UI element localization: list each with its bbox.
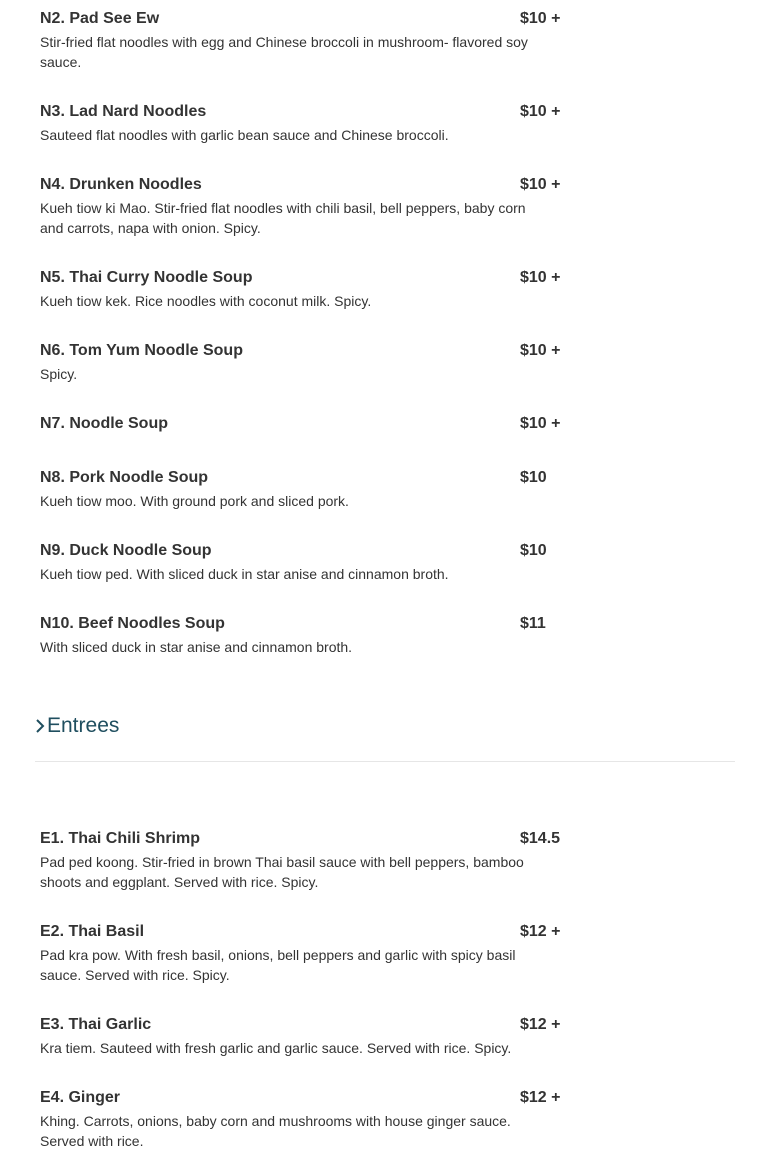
- menu-item-description: Pad ped koong. Stir-fried in brown Thai basil sauce with bell peppers, bamboo shoots and eggplant. Served with rice. Spicy.: [40, 854, 524, 890]
- menu-item-description: Kueh tiow moo. With ground pork and sliced pork.: [40, 493, 349, 509]
- menu-item-name[interactable]: N7. Noodle Soup: [40, 415, 168, 432]
- section-title: Entrees: [47, 714, 120, 737]
- menu-item-name[interactable]: E3. Thai Garlic: [40, 1016, 152, 1033]
- menu-item-price: $10 +: [520, 415, 561, 432]
- menu-item-description: Kueh tiow kek. Rice noodles with coconut milk. Spicy.: [40, 293, 372, 309]
- menu-item-name[interactable]: N3. Lad Nard Noodles: [40, 103, 207, 120]
- menu-item-description: Spicy.: [40, 366, 78, 382]
- entrees-section-header[interactable]: [35, 711, 735, 762]
- menu-item-price: $10 +: [520, 176, 561, 193]
- menu-item-price: $10 +: [520, 269, 561, 286]
- menu-item-price: $11: [520, 615, 546, 632]
- menu-item-price: $14.5: [520, 830, 561, 847]
- chevron-right-icon: [35, 716, 45, 736]
- menu-item-name[interactable]: E1. Thai Chili Shrimp: [40, 830, 201, 847]
- menu-item-name[interactable]: N6. Tom Yum Noodle Soup: [40, 342, 243, 359]
- menu-item-description: Pad kra pow. With fresh basil, onions, bell peppers and garlic with spicy basil sauce. Served with rice. Spicy.: [40, 947, 516, 983]
- menu-item-description: Stir-fried flat noodles with egg and Chinese broccoli in mushroom- flavored soy sauce.: [40, 34, 528, 70]
- menu-item-description: Kueh tiow ped. With sliced duck in star anise and cinnamon broth.: [40, 566, 449, 582]
- menu-item-price: $10: [520, 542, 547, 559]
- menu-item-description: Kueh tiow ki Mao. Stir-fried flat noodles with chili basil, bell peppers, baby corn and carrots, napa with onion. Spicy.: [40, 200, 526, 236]
- menu-item-description: Sauteed flat noodles with garlic bean sauce and Chinese broccoli.: [40, 127, 449, 143]
- menu-item-description: Kra tiem. Sauteed with fresh garlic and garlic sauce. Served with rice. Spicy.: [40, 1040, 512, 1056]
- menu-item-name[interactable]: E2. Thai Basil: [40, 923, 145, 940]
- menu-item-price: $10: [520, 469, 547, 486]
- menu-item-price: $10 +: [520, 342, 561, 359]
- menu-item-name[interactable]: N10. Beef Noodles Soup: [40, 615, 225, 632]
- menu-item-price: $10 +: [520, 103, 561, 120]
- menu-item-name[interactable]: N4. Drunken Noodles: [40, 176, 202, 193]
- menu-item-price: $12 +: [520, 1089, 561, 1106]
- menu-item-price: $12 +: [520, 923, 561, 940]
- menu-item-name[interactable]: N8. Pork Noodle Soup: [40, 469, 209, 486]
- menu-item-name[interactable]: E4. Ginger: [40, 1089, 121, 1106]
- menu-item-name[interactable]: N5. Thai Curry Noodle Soup: [40, 269, 253, 286]
- menu-item-description: Khing. Carrots, onions, baby corn and mushrooms with house ginger sauce. Served with rice.: [40, 1113, 511, 1149]
- menu-item-price: $12 +: [520, 1016, 561, 1033]
- menu-item-price: $10 +: [520, 10, 561, 27]
- menu-item-name[interactable]: N9. Duck Noodle Soup: [40, 542, 212, 559]
- menu-item-name[interactable]: N2. Pad See Ew: [40, 10, 160, 27]
- menu-item-description: With sliced duck in star anise and cinnamon broth.: [40, 639, 353, 655]
